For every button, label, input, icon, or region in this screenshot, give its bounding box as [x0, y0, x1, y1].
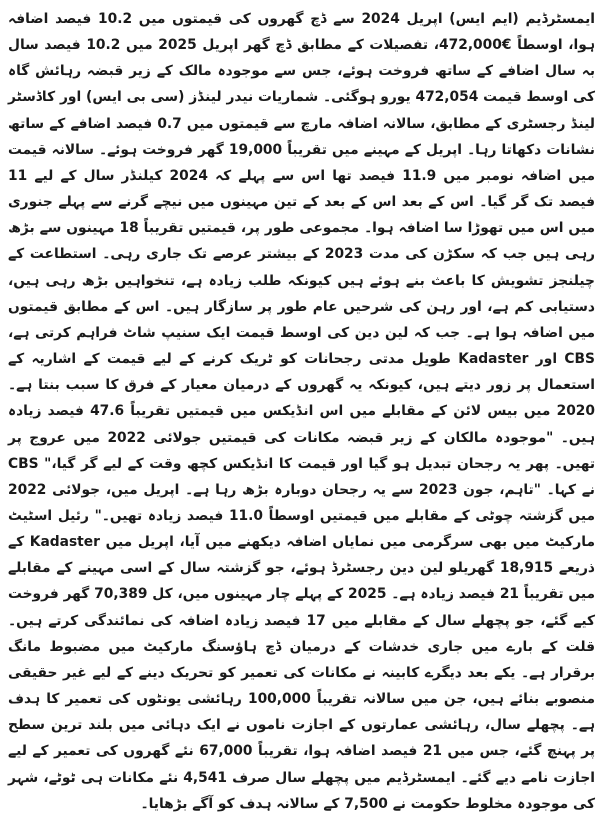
- article-body: ایمسٹرڈیم (ایم ایس) اپریل 2024 سے ڈچ گھروں کی قیمتوں میں 10.2 فیصد اضافہ ہوا، اوسطاً €472,000، تفصیلات کے مطابق ڈچ گھر اپریل 2025 میں 10.2 فیصد سال بہ سال اضافے کے ساتھ فروخت ہوئے، جس سے موجودہ مالک کے زیر قبضہ رہائش گاہ کی اوسط قیمت 472,054 یورو ہوگئی۔ شماریات نیدر لینڈز (سی بی ایس) اور کاڈسٹر لینڈ رجسٹری کے مطابق، سالانہ اضافہ مارچ سے قیمتوں میں 0.7 فیصد اضافے کے ساتھ نشانات دکھاتا رہا۔ اپریل کے مہینے میں تقریباً 19,000 گھر فروخت ہوئے۔ سالانہ قیمت میں اضافہ نومبر میں 11.9 فیصد تھا اس سے پہلے کہ 2024 کیلنڈر سال کے لیے 11 فیصد تک گر گیا۔ اس کے بعد اس کے بعد کے تین مہینوں میں نیچے گرنے سے پہلے جنوری میں اس میں تھوڑا سا اضافہ ہوا۔ مجموعی طور پر، قیمتیں تقریباً 18 مہینوں سے بڑھ رہی ہیں جب کہ سکڑن کی مدت 2023 کے بیشتر عرصے تک جاری رہی۔ استطاعت کے چیلنجز تشویش کا باعث بنے ہوئے ہیں کیونکہ طلب زیادہ ہے، تنخواہیں بڑھ رہی ہیں، دستیابی کم ہے، اور رہن کی شرحیں عام طور پر سازگار ہیں۔ اس کے مطابق قیمتوں میں اضافہ ہوا ہے۔ جب کہ لین دین کی اوسط قیمت ایک سنیپ شاٹ فراہم کرتی ہے، CBS اور Kadaster طویل مدتی رجحانات کو ٹریک کرنے کے لیے قیمت کے اشاریہ کے استعمال پر زور دیتے ہیں، کیونکہ یہ گھروں کے درمیان معیار کے فرق کا سبب بنتا ہے۔ 2020 میں بیس لائن کے مقابلے میں اس انڈیکس میں قیمتیں تقریباً 47.6 فیصد زیادہ ہیں۔ "موجودہ مالکان کے زیر قبضہ مکانات کی قیمتیں جولائی 2022 میں عروج پر تھیں۔ پھر یہ رجحان تبدیل ہو گیا اور قیمت کا انڈیکس کچھ وقت کے لیے گر گیا،" CBS نے کہا۔ "تاہم، جون 2023 سے یہ رجحان دوبارہ بڑھ رہا ہے۔ اپریل میں، جولائی 2022 میں گزشتہ چوٹی کے مقابلے میں قیمتیں اوسطاً 11.0 فیصد زیادہ تھیں۔" رئیل اسٹیٹ مارکیٹ میں بھی سرگرمی میں نمایاں اضافہ دیکھنے میں آیا، اپریل میں Kadaster کے ذریعے 18,915 گھریلو لین دین رجسٹرڈ ہوئے، جو گزشتہ سال کے اسی مہینے کے مقابلے میں تقریباً 21 فیصد زیادہ ہے۔ 2025 کے پہلے چار مہینوں میں، کل 70,389 گھر فروخت کیے گئے، جو پچھلے سال کے مقابلے میں 17 فیصد زیادہ اضافہ کی نمائندگی کرتے ہیں۔ قلت کے بارے میں جاری خدشات کے درمیان ڈچ ہاؤسنگ مارکیٹ میں مضبوط مانگ برقرار ہے۔ یکے بعد دیگرے کابینہ نے مکانات کی تعمیر کو تحریک دینے کے لیے غیر حقیقی منصوبے بنائے ہیں، جن میں سالانہ تقریباً 100,000 رہائشی یونٹوں کی تعمیر کا ہدف ہے۔ پچھلے سال، رہائشی عمارتوں کے اجازت ناموں نے ایک دہائی میں بلند ترین سطح پر پہنچ گئے، جس میں 21 فیصد اضافہ ہوا، تقریباً 67,000 نئے گھروں کی تعمیر کے لیے اجازت نامے دیے گئے۔ ایمسٹرڈیم میں پچھلے سال صرف 4,541 نئے مکانات ہی ٹوٹے، شہر کی موجودہ مخلوط حکومت نے 7,500 کے سالانہ ہدف کو آگے بڑھایا۔: [8, 11, 596, 812]
